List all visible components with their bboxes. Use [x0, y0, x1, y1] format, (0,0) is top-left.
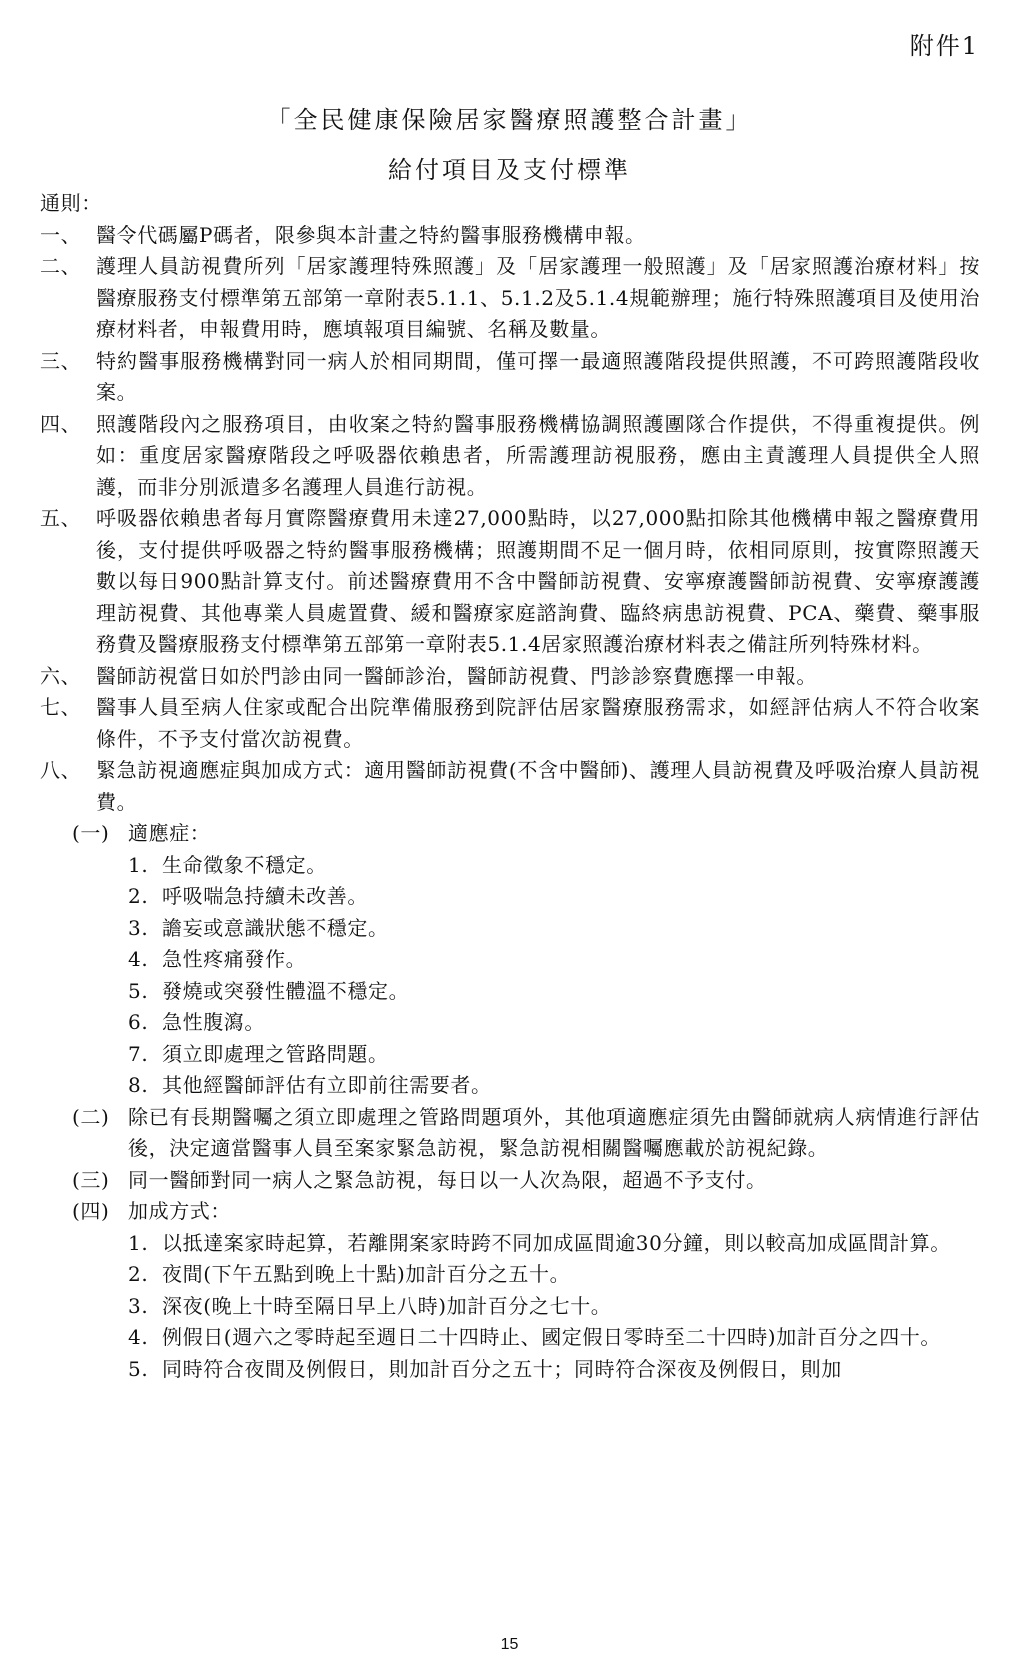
item-number: 5.	[128, 978, 149, 1003]
document-subtitle: 給付項目及支付標準	[388, 156, 631, 184]
list-item	[40, 251, 980, 346]
item-text: 急性疼痛發作。	[162, 947, 307, 971]
sub-item-number: (二)	[72, 1104, 110, 1129]
list-item	[128, 850, 980, 882]
list-item	[40, 503, 980, 661]
sub-item-limit	[72, 1165, 980, 1197]
sub-item-number: (三)	[72, 1167, 110, 1192]
list-item	[128, 1039, 980, 1071]
item-text: 以抵達案家時起算，若離開案家時跨不同加成區間逾30分鐘，則以較高加成區間計算。	[162, 1230, 951, 1255]
item-number: 2.	[128, 1262, 149, 1286]
item-text: 急性腹瀉。	[162, 1010, 265, 1034]
item-number: 1.	[128, 1230, 149, 1255]
item-text: 譫妄或意識狀態不穩定。	[162, 915, 389, 940]
list-item	[128, 1228, 980, 1260]
list-item	[128, 1259, 980, 1291]
list-item	[128, 944, 980, 976]
sub-item-text: 除已有長期醫囑之須立即處理之管路問題項外，其他項適應症須先由醫師就病人病情進行評估後，決定適當醫事人員至案家緊急訪視，緊急訪視相關醫囑應載於訪視紀錄。	[128, 1104, 980, 1160]
item-number: 7.	[128, 1041, 149, 1066]
list-item	[40, 346, 980, 409]
list-item	[40, 409, 980, 504]
list-item	[40, 755, 980, 818]
list-item	[40, 692, 980, 755]
item-number: 1.	[128, 852, 149, 877]
list-item	[128, 1322, 980, 1354]
item-text: 生命徵象不穩定。	[162, 852, 327, 877]
item-text: 醫令代碼屬P碼者，限參與本計畫之特約醫事服務機構申報。	[96, 222, 646, 247]
page-number: 15	[500, 1636, 519, 1653]
item-number: 3.	[128, 915, 149, 940]
item-number: 八、	[40, 758, 82, 782]
sub-item-text: 加成方式：	[128, 1199, 231, 1223]
sub-item-indications	[72, 818, 980, 850]
item-number: 四、	[40, 411, 82, 436]
sub-item-surcharge	[72, 1196, 980, 1228]
sub-item-evaluation	[72, 1102, 980, 1165]
item-text: 特約醫事服務機構對同一病人於相同期間，僅可擇一最適照護階段提供照護，不可跨照護階段收案。	[96, 348, 980, 404]
sub-item-text: 適應症：	[128, 821, 211, 845]
item-number: 六、	[40, 663, 82, 688]
document-body	[40, 188, 980, 1385]
item-text: 其他經醫師評估有立即前往需要者。	[162, 1073, 492, 1097]
item-number: 2.	[128, 884, 149, 908]
item-text: 夜間(下午五點到晚上十點)加計百分之五十。	[162, 1262, 571, 1286]
item-text: 護理人員訪視費所列「居家護理特殊照護」及「居家護理一般照護」及「居家照護治療材料」按醫療服務支付標準第五部第一章附表5.1.1、5.1.2及5.1.4規範辦理；施行特殊照護項目及使用治療材料者，申報費用時，應填報項目編號、名稱及數量。	[96, 254, 980, 341]
item-text: 同時符合夜間及例假日，則加計百分之五十；同時符合深夜及例假日，則加	[162, 1356, 842, 1381]
list-item	[40, 661, 980, 693]
item-text: 呼吸器依賴患者每月實際醫療費用未達27,000點時，以27,000點扣除其他機構申報之醫療費用後，支付提供呼吸器之特約醫事服務機構；照護期間不足一個月時，依相同原則，按實際照護天數以每日900點計算支付。前述醫療費用不含中醫師訪視費、安寧療護醫師訪視費、安寧療護護理訪視費、其他專業人員處置費、緩和醫療家庭諮詢費、臨終病患訪視費、PCA、藥費、藥事服務費及醫療服務支付標準第五部第一章附表5.1.4居家照護治療材料表之備註所列特殊材料。	[96, 506, 980, 656]
item-number: 二、	[40, 254, 82, 278]
general-heading: 通則：	[40, 191, 102, 215]
item-number: 4.	[128, 947, 149, 971]
item-text: 須立即處理之管路問題。	[162, 1041, 389, 1066]
item-text: 深夜(晚上十時至隔日早上八時)加計百分之七十。	[162, 1293, 612, 1318]
sub-item-text: 同一醫師對同一病人之緊急訪視，每日以一人次為限，超過不予支付。	[128, 1167, 767, 1192]
item-text: 呼吸喘急持續未改善。	[162, 884, 368, 908]
item-text: 照護階段內之服務項目，由收案之特約醫事服務機構協調照護團隊合作提供，不得重複提供。例如：重度居家醫療階段之呼吸器依賴患者，所需護理訪視服務，應由主責護理人員提供全人照護，而非分別派遣多名護理人員進行訪視。	[96, 411, 980, 499]
item-text: 緊急訪視適應症與加成方式：適用醫師訪視費(不含中醫師)、護理人員訪視費及呼吸治療人員訪視費。	[96, 758, 980, 814]
document-title: 「全民健康保險居家醫療照護整合計畫」	[266, 106, 753, 134]
item-number: 6.	[128, 1010, 149, 1034]
item-text: 例假日(週六之零時起至週日二十四時止、國定假日零時至二十四時)加計百分之四十。	[162, 1325, 942, 1349]
list-item	[128, 881, 980, 913]
list-item	[128, 1070, 980, 1102]
list-item	[128, 1291, 980, 1323]
item-number: 4.	[128, 1325, 149, 1349]
sub-item-number: (四)	[72, 1199, 110, 1223]
attachment-label: 附件1	[909, 32, 979, 60]
item-text: 發燒或突發性體溫不穩定。	[162, 978, 410, 1003]
list-item	[128, 1354, 980, 1386]
sub-item-number: (一)	[72, 821, 110, 845]
list-item	[40, 220, 980, 252]
item-number: 5.	[128, 1356, 149, 1381]
item-number: 七、	[40, 695, 82, 719]
item-number: 3.	[128, 1293, 149, 1318]
list-item	[128, 976, 980, 1008]
list-item	[128, 913, 980, 945]
item-text: 醫事人員至病人住家或配合出院準備服務到院評估居家醫療服務需求，如經評估病人不符合收案條件，不予支付當次訪視費。	[96, 695, 980, 751]
item-text: 醫師訪視當日如於門診由同一醫師診治，醫師訪視費、門診診察費應擇一申報。	[96, 663, 817, 688]
item-number: 8.	[128, 1073, 149, 1097]
item-number: 一、	[40, 222, 82, 247]
item-number: 五、	[40, 506, 82, 530]
list-item	[128, 1007, 980, 1039]
item-number: 三、	[40, 348, 82, 373]
